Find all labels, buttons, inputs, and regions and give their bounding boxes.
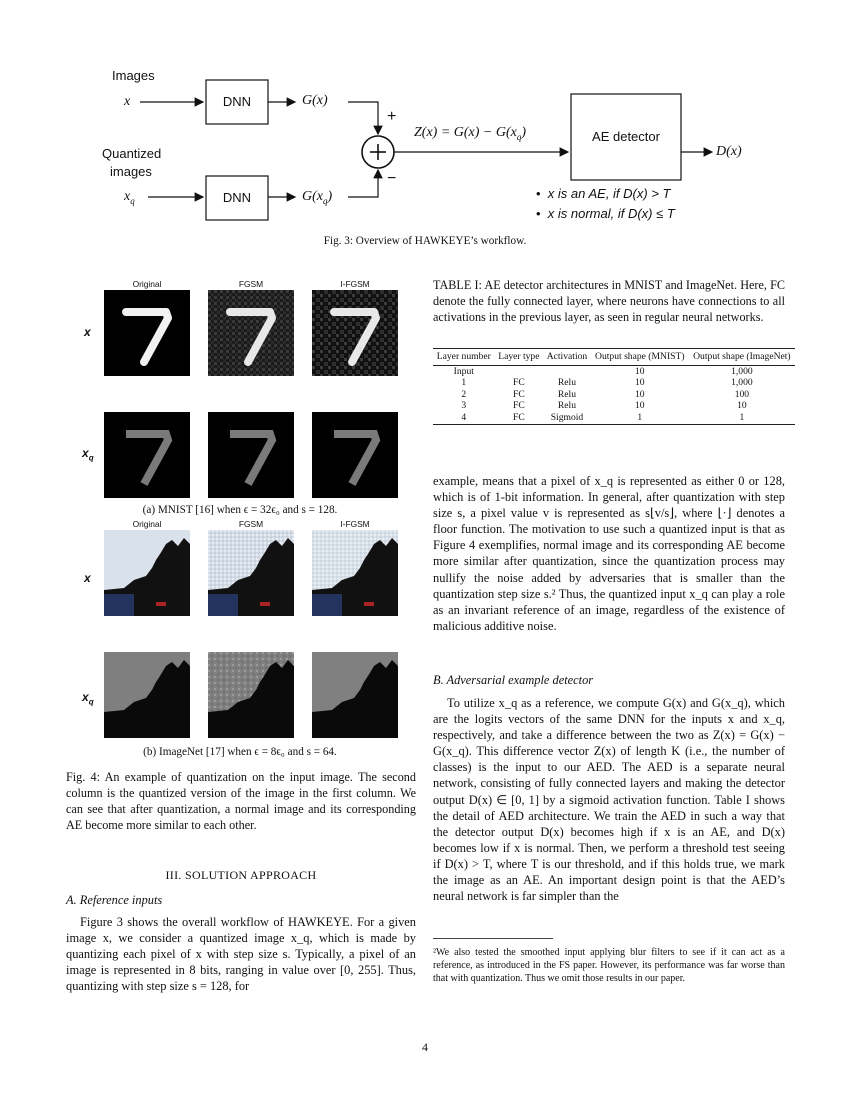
dx-label: D(x)	[716, 144, 742, 159]
section-title: III. SOLUTION APPROACH	[165, 868, 317, 882]
table-cell	[543, 365, 591, 377]
table-row	[433, 400, 795, 412]
x-label: x	[124, 94, 131, 109]
table-cell: FC	[512, 377, 525, 389]
mnist-original	[104, 290, 190, 376]
table-cell: 4	[433, 412, 495, 424]
table-cell: 2	[461, 388, 467, 400]
table-cell: 1	[591, 412, 689, 424]
table-row	[433, 389, 795, 401]
table-cell: Relu	[557, 377, 577, 389]
col-label-fgsm: FGSM	[238, 279, 264, 289]
zx-formula: $Z(x) = G(x) - G(x_q)$	[414, 125, 527, 142]
table-cell: 10	[634, 365, 645, 377]
arrow-gx-to-sum	[348, 102, 378, 134]
table-header: Layer type	[495, 349, 544, 366]
table-cell: FC	[512, 388, 525, 400]
table-cell: FC	[512, 400, 525, 412]
footnote: ²We also tested the smoothed input applying blur filters to see if it can act as a reference, as introduced in the FS paper. However, its performance was far worse than that with quantization. Thus we omit those results in our paper.	[433, 947, 785, 984]
minus-sign: −	[387, 170, 397, 187]
table-cell: 1	[689, 412, 795, 424]
table-row	[433, 412, 795, 424]
row-label-x-imagenet: x	[84, 571, 91, 585]
table-cell: 1,000	[731, 365, 753, 377]
imagenet-original	[104, 530, 190, 616]
imagenet-fgsm	[208, 530, 294, 616]
subsection-a-title: A. Reference inputs	[66, 893, 163, 907]
table-cell: 10	[634, 388, 645, 400]
mnist-ifgsm	[312, 290, 398, 376]
dnn-label-top: DNN	[222, 94, 252, 109]
table-cell: 1	[461, 377, 467, 389]
table-1	[433, 348, 795, 425]
dnn-label-bottom: DNN	[222, 190, 252, 205]
mnist-original-quantized	[104, 412, 190, 498]
table-cell: Sigmoid	[543, 412, 591, 424]
row-label-xq: $x_q$	[82, 446, 94, 463]
table-header: Activation	[543, 349, 591, 366]
subcaption-imagenet: (b) ImageNet [17] when ϵ = 8ϵ₀ and s = 64.	[143, 746, 337, 758]
rule-normal: • x is normal, if D(x) ≤ T	[536, 206, 675, 221]
table-header: Output shape (MNIST)	[591, 349, 689, 366]
footnote-rule	[433, 938, 553, 939]
table-cell: Relu	[557, 400, 577, 412]
imagenet-ifgsm	[312, 530, 398, 616]
quantized-label-line2: images	[110, 164, 152, 179]
gxq-label: $G(x_q)$	[302, 189, 333, 206]
gx-label: G(x)	[302, 93, 328, 108]
imagenet-original-quantized	[104, 652, 190, 738]
table-header: Layer number	[433, 349, 495, 366]
row-label-x: x	[84, 325, 91, 339]
images-label: Images	[112, 68, 155, 83]
mnist-fgsm-quantized	[208, 412, 294, 498]
mnist-ifgsm-quantized	[312, 412, 398, 498]
table-cell: 10	[634, 377, 645, 389]
rule-ae: • x is an AE, if D(x) > T	[536, 186, 671, 201]
table-row	[433, 365, 795, 377]
subcaption-mnist: (a) MNIST [16] when ϵ = 32ϵ₀ and s = 128.	[142, 504, 338, 516]
table-cell: 10	[634, 400, 645, 412]
table-cell: Input	[453, 365, 474, 377]
row-label-xq-imagenet: $x_q$	[82, 690, 94, 707]
right-paragraph-1: example, means that a pixel of x_q is represented as either 0 or 128, which is of 1-bit information. In general, after quantization with step size s, a pixel value v is represented as s⌊v/s⌋, where ⌊·⌋ denotes a floor function. The motivation to use such a quantized input is that as Figure 4 exemplifies, normal image and its corresponding AE become more similar after quantization, since the quantization process may nullify the noise added by adversaries that is smaller than the quantization step size s.² Thus, the quantized input x_q can play a role as an invariant reference of an image, regardless of the existence of malicious additive noise.	[433, 474, 785, 633]
table-cell: 100	[734, 388, 750, 400]
plus-sign: +	[387, 108, 397, 125]
col-label-fgsm-imagenet: FGSM	[238, 519, 264, 529]
subsection-b-title: B. Adversarial example detector	[433, 673, 594, 687]
right-paragraph-2: To utilize x_q as a reference, we compute G(x) and G(x_q), which are the logits vectors of the same DNN for the inputs x and x_q, respectively, and take a difference between the two as Z(x) = G(x) − G(x_q). This difference vector Z(x) of length K (i.e., the number of classes) is the input to our AED. The AED is a separate neural network, consisting of fully connected layers and making the detector output D(x) ∈ [0, 1] by a sigmoid activation function. Table I shows the detail of AED architecture. We train the AED in such a way that the detector output D(x) becomes high if x is an AE, and D(x) becomes low if x is normal. Then, we perform a threshold test seeing if D(x) > T, where T is our threshold, and if this holds true, we mark the image as an AE. An important design point is that the AED’s neural network is far simpler than the	[433, 696, 785, 904]
page-number: 4	[422, 1040, 428, 1054]
table-cell: 3	[461, 400, 467, 412]
table-cell: FC	[495, 412, 544, 424]
subsection-a-paragraph: Figure 3 shows the overall workflow of HAWKEYE. For a given image x, we consider a quantized image x_q, which is made by quantizing each pixel of x with step size s. Typically, a pixel of an image is represented in 8 bits, ranging in value over [0, 255]. Thus, quantizing with step size s = 128, for	[66, 915, 416, 994]
table-cell: Relu	[557, 388, 577, 400]
col-label-original: Original	[132, 279, 162, 289]
table-cell: 1,000	[731, 377, 753, 389]
figure-3-caption: Fig. 3: Overview of HAWKEYE’s workflow.	[323, 235, 527, 247]
imagenet-fgsm-quantized	[208, 652, 294, 738]
figure-4-caption: Fig. 4: An example of quantization on the input image. The second column is the quantized version of the image in the first column. We can see that after quantization, a normal image and its corresponding AE become more similar to each other.	[66, 770, 416, 833]
ae-detector-label: AE detector	[592, 129, 660, 144]
table-header-row	[433, 349, 795, 366]
table-row	[433, 377, 795, 389]
table-header: Output shape (ImageNet)	[689, 349, 795, 366]
quantized-label-line1: Quantized	[102, 146, 162, 161]
col-label-ifgsm-imagenet: I-FGSM	[340, 519, 370, 529]
mnist-fgsm	[208, 290, 294, 376]
xq-label: $x_q$	[124, 189, 135, 206]
arrow-gxq-to-sum	[348, 170, 378, 197]
imagenet-ifgsm-quantized	[312, 652, 398, 738]
table-1-caption: TABLE I: AE detector architectures in MNIST and ImageNet. Here, FC denote the fully connected layer, where neurons have connections to all activations in the previous layer, as seen in regular neural networks.	[433, 278, 785, 325]
col-label-original-imagenet: Original	[132, 519, 162, 529]
table-cell: 10	[737, 400, 747, 412]
col-label-ifgsm: I-FGSM	[340, 279, 370, 289]
table-cell	[495, 365, 544, 377]
